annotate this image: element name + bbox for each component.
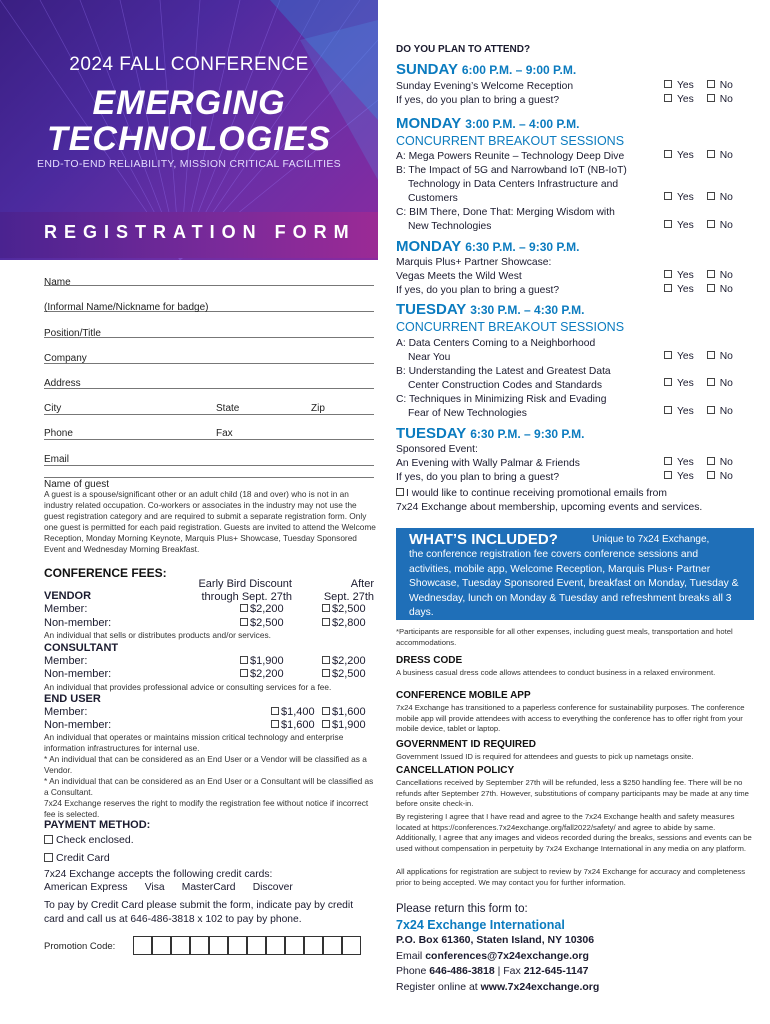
checkbox-icon[interactable] — [664, 150, 672, 158]
end-user-note-3: * An individual that can be considered as an End User or a Consultant will be classified as a Consultant. — [44, 776, 374, 797]
return-website[interactable]: www.7x24exchange.org — [480, 980, 600, 993]
end-user-nonmember-after[interactable] — [322, 719, 366, 731]
card-list — [44, 882, 293, 893]
return-fax: 212-645-1147 — [523, 965, 589, 977]
dress-code-text: A business casual dress code allows attendees to conduct business in a relaxed environment. — [396, 668, 716, 677]
end-user-note-2: * An individual that can be considered as an End User or a Vendor will be classified as a Vendor. — [44, 754, 367, 775]
checkbox-icon[interactable] — [664, 192, 672, 200]
phone-label: Phone — [44, 428, 73, 439]
consultant-member-label: Member: — [44, 655, 88, 667]
return-address: P.O. Box 61360, Staten Island, NY 10306 — [396, 934, 595, 946]
checkbox-icon[interactable] — [707, 457, 715, 465]
checkbox-icon[interactable] — [707, 94, 715, 102]
yes-label: Yes — [677, 192, 694, 203]
monday-breakout-heading: CONCURRENT BREAKOUT SESSIONS — [396, 134, 625, 148]
checkbox-icon[interactable] — [707, 406, 715, 414]
tuesday-evening-heading — [396, 425, 585, 442]
promo-emails-line2: 7x24 Exchange about membership, upcoming events and services. — [396, 502, 703, 513]
session-b-line2: Center Construction Codes and Standards — [408, 380, 603, 391]
consultant-note: An individual that provides professional advice or consulting services for a fee. — [44, 682, 332, 692]
name-field[interactable] — [44, 272, 374, 286]
tuesday-c-yn[interactable] — [664, 406, 743, 417]
day-label: MONDAY — [396, 115, 462, 132]
company-field[interactable] — [44, 350, 374, 364]
day-label: TUESDAY — [396, 301, 467, 318]
guest-field[interactable] — [44, 464, 374, 478]
no-label: No — [719, 406, 733, 417]
yes-label: Yes — [677, 94, 694, 105]
consultant-nonmember-after[interactable] — [322, 668, 366, 680]
accepted-cards-text: 7x24 Exchange accepts the following credit cards: — [44, 869, 273, 880]
no-label: No — [719, 150, 733, 161]
title-line-2: TECHNOLOGIES — [46, 120, 332, 158]
gov-id-heading: GOVERNMENT ID REQUIRED — [396, 739, 537, 750]
yes-label: Yes — [677, 406, 694, 417]
price: $2,200 — [250, 668, 284, 680]
promo-emails-option[interactable] — [396, 487, 702, 515]
no-label: No — [719, 80, 733, 91]
credit-card-option[interactable] — [44, 852, 110, 864]
price: $1,900 — [250, 655, 284, 667]
informal-name-label: (Informal Name/Nickname for badge) — [44, 302, 209, 313]
consultant-member-early[interactable] — [240, 655, 284, 667]
registration-heading: REGISTRATION FORM — [44, 222, 356, 242]
price: $2,500 — [332, 603, 366, 615]
promo-emails-line1: I would like to continue receiving promotional emails from — [406, 488, 667, 499]
end-user-nonmember-label: Non-member: — [44, 719, 112, 731]
yes-label: Yes — [677, 351, 694, 362]
sunday-heading — [396, 61, 576, 78]
checkbox-icon[interactable] — [664, 406, 672, 414]
return-address-block — [396, 902, 766, 995]
credit-card-label: Credit Card — [56, 852, 110, 864]
session-b-line3: Customers — [408, 193, 458, 204]
online-label: Register online at — [396, 980, 478, 993]
cancellation-text: Cancellations received by September 27th will be refunded, less a $250 handling fee. There will be no refunds after September 27th. However, substitutions of company participants may be made at any time before onsite check-in. — [396, 778, 749, 808]
promo-digit-box[interactable] — [342, 936, 361, 955]
item-line1: Sponsored Event: — [396, 444, 478, 455]
day-label: SUNDAY — [396, 61, 458, 78]
checkbox-icon[interactable] — [664, 220, 672, 228]
checkbox-icon[interactable] — [322, 720, 330, 728]
address-field[interactable] — [44, 375, 374, 389]
end-user-note-4: 7x24 Exchange reserves the right to modify the registration fee without notice if incorrect fee is selected. — [44, 798, 369, 819]
vendor-note: An individual that sells or distributes products and/or services. — [44, 630, 271, 640]
time-label: 6:30 P.M. – 9:30 P.M. — [465, 240, 580, 254]
session-c-line1: C: Techniques in Minimizing Risk and Evading — [396, 394, 607, 405]
check-label: Check enclosed. — [56, 834, 134, 846]
guest-label: Name of guest — [44, 479, 110, 490]
card-discover: Discover — [252, 882, 293, 893]
card-visa: Visa — [144, 882, 165, 893]
checkbox-icon[interactable] — [707, 150, 715, 158]
no-label: No — [719, 471, 733, 482]
session-b-line1: B: The Impact of 5G and Narrowband IoT (NB-IoT) — [396, 165, 627, 176]
promo-label: Promotion Code: — [44, 941, 116, 952]
promo-digit-box[interactable] — [171, 936, 190, 955]
yes-label: Yes — [677, 150, 694, 161]
no-label: No — [719, 284, 733, 295]
monday-evening-guest-yn[interactable] — [664, 284, 743, 295]
checkbox-icon[interactable] — [240, 604, 248, 612]
promo-digit-box[interactable] — [133, 936, 152, 955]
consultant-label: CONSULTANT — [44, 642, 119, 654]
monday-evening-yn[interactable] — [664, 270, 743, 281]
gov-id-text: Government Issued ID is required for attendees and guests to pick up nametags onsite. — [396, 752, 694, 761]
card-mastercard: MasterCard — [181, 882, 236, 893]
checkbox-icon[interactable] — [322, 669, 330, 677]
consultant-nonmember-label: Non-member: — [44, 668, 112, 680]
phone-fax-field[interactable] — [44, 426, 374, 440]
end-user-member-early[interactable] — [271, 706, 315, 718]
checkbox-icon[interactable] — [240, 656, 248, 664]
yes-label: Yes — [677, 378, 694, 389]
agreement-text: By registering I agree that I have read and agree to the 7x24 Exchange health and safety measures located at https://conferences.7x24exchange.org/fall2022/safety/ and agree to abide by same. Additionally, I agree that any images and videos recorded during the breaks, sessions and events can be used without compensation in perpetuity by 7x24 Exchange International in any media on any platform. — [396, 812, 752, 853]
checkbox-icon[interactable] — [44, 835, 53, 844]
session-b-line1: B: Understanding the Latest and Greatest Data — [396, 366, 611, 377]
time-label: 3:30 P.M. – 4:30 P.M. — [470, 303, 585, 317]
checkbox-icon[interactable] — [664, 457, 672, 465]
whats-included-box — [396, 528, 754, 620]
mobile-app-heading: CONFERENCE MOBILE APP — [396, 690, 531, 701]
city-label: City — [44, 403, 62, 414]
time-label: 6:30 P.M. – 9:30 P.M. — [470, 427, 585, 441]
promo-digit-box[interactable] — [247, 936, 266, 955]
price: $2,500 — [332, 668, 366, 680]
end-user-member-label: Member: — [44, 706, 88, 718]
monday-afternoon-heading — [396, 115, 580, 132]
monday-a-yn[interactable] — [664, 150, 743, 161]
checkbox-icon[interactable] — [707, 351, 715, 359]
promo-digit-box[interactable] — [152, 936, 171, 955]
promo-digit-box[interactable] — [228, 936, 247, 955]
conference-banner — [0, 0, 378, 260]
promo-digit-box[interactable] — [190, 936, 209, 955]
yes-label: Yes — [677, 284, 694, 295]
consultant-member-after[interactable] — [322, 655, 366, 667]
checkbox-icon[interactable] — [707, 80, 715, 88]
checkbox-icon[interactable] — [707, 378, 715, 386]
promo-digit-box[interactable] — [285, 936, 304, 955]
checkbox-icon[interactable] — [322, 604, 330, 612]
title-line-1: EMERGING — [92, 84, 286, 122]
email-label: Email — [396, 949, 423, 962]
check-option[interactable] — [44, 834, 134, 846]
banner-subtitle: END-TO-END RELIABILITY, MISSION CRITICAL FACILITIES — [37, 158, 341, 170]
applications-text: All applications for registration are subject to review by 7x24 Exchange for accuracy and completeness prior to being accepted. We may contact you for further information. — [396, 867, 746, 887]
monday-session-b — [396, 164, 627, 206]
tuesday-evening-yn[interactable] — [664, 457, 743, 468]
included-heading: WHAT’S INCLUDED? — [409, 531, 558, 548]
checkbox-icon[interactable] — [664, 471, 672, 479]
checkbox-icon[interactable] — [240, 669, 248, 677]
included-subheading: Unique to 7x24 Exchange, — [592, 534, 710, 545]
phone-label: Phone — [396, 965, 427, 977]
session-a-line2: Near You — [408, 352, 451, 363]
checkbox-icon[interactable] — [707, 192, 715, 200]
session-c-line2: Fear of New Technologies — [408, 408, 527, 419]
checkbox-icon[interactable] — [44, 853, 53, 862]
tuesday-afternoon-heading — [396, 301, 585, 318]
no-label: No — [719, 351, 733, 362]
return-lead: Please return this form to: — [396, 903, 528, 915]
checkbox-icon[interactable] — [240, 618, 248, 626]
session-c-line1: C: BIM There, Done That: Merging Wisdom with — [396, 207, 615, 218]
vendor-label: VENDOR — [44, 590, 92, 602]
monday-session-a: A: Mega Powers Reunite – Technology Deep Dive — [396, 151, 625, 162]
early-bird-header — [190, 578, 292, 604]
yes-label: Yes — [677, 220, 694, 231]
day-label: MONDAY — [396, 238, 462, 255]
checkbox-icon[interactable] — [707, 270, 715, 278]
monday-b-yn[interactable] — [664, 192, 743, 203]
sunday-item: Sunday Evening’s Welcome Reception — [396, 81, 574, 92]
day-label: TUESDAY — [396, 425, 467, 442]
participants-note: *Participants are responsible for all other expenses, including guest meals, transportation and hotel accommodations. — [396, 627, 733, 647]
session-b-line2: Technology in Data Centers Infrastructure and — [408, 179, 619, 190]
included-body: the conference registration fee covers conference sessions and activities, mobile app, Welcome Reception, Marquis Plus+ Partner Showcase, Tuesday Sponsored Event, breakfast on Monday, Tuesday & Wednesday, lunch on Monday & Tuesday and refreshment breaks all 3 days. — [409, 549, 739, 618]
consultant-nonmember-early[interactable] — [240, 668, 284, 680]
checkbox-icon[interactable] — [707, 220, 715, 228]
email-label: Email — [44, 454, 70, 465]
monday-evening-heading — [396, 238, 580, 255]
state-label: State — [216, 403, 240, 414]
price: $2,200 — [332, 655, 366, 667]
position-label: Position/Title — [44, 328, 101, 339]
no-label: No — [719, 220, 733, 231]
tuesday-b-yn[interactable] — [664, 378, 743, 389]
guest-question: If yes, do you plan to bring a guest? — [396, 472, 560, 483]
yes-label: Yes — [677, 80, 694, 91]
checkbox-icon[interactable] — [664, 351, 672, 359]
promo-digit-box[interactable] — [323, 936, 342, 955]
tuesday-evening-item — [396, 443, 580, 485]
tuesday-breakout-heading: CONCURRENT BREAKOUT SESSIONS — [396, 320, 625, 334]
price: $1,600 — [332, 706, 366, 718]
time-label: 3:00 P.M. – 4:00 P.M. — [465, 117, 580, 131]
monday-session-c — [396, 206, 615, 234]
early-bird-header-line1: Early Bird Discount — [198, 578, 292, 590]
end-user-notes — [44, 732, 379, 820]
return-email[interactable]: conferences@7x24exchange.org — [425, 949, 589, 962]
checkbox-icon[interactable] — [664, 284, 672, 292]
sunday-guest-yn[interactable] — [664, 94, 743, 105]
sunday-yn[interactable] — [664, 80, 743, 91]
payment-heading: PAYMENT METHOD: — [44, 819, 151, 831]
end-user-nonmember-early[interactable] — [271, 719, 315, 731]
checkbox-icon[interactable] — [664, 378, 672, 386]
vendor-member-early[interactable] — [240, 603, 284, 615]
tuesday-session-c — [396, 393, 606, 421]
no-label: No — [719, 192, 733, 203]
end-user-member-after[interactable] — [322, 706, 366, 718]
end-user-note-1: An individual that operates or maintains mission critical technology and enterprise information infrastructures for internal use. — [44, 732, 344, 753]
conference-name: 2024 FALL CONFERENCE — [69, 54, 309, 75]
card-amex: American Express — [44, 882, 128, 893]
no-label: No — [719, 270, 733, 281]
item-line2: An Evening with Wally Palmar & Friends — [396, 458, 580, 469]
checkbox-icon[interactable] — [322, 656, 330, 664]
session-c-line2: New Technologies — [408, 221, 492, 232]
fax-label: | Fax — [497, 965, 521, 977]
item-line2: Vegas Meets the Wild West — [396, 271, 522, 282]
price: $2,500 — [250, 617, 284, 629]
tuesday-session-a — [396, 337, 595, 365]
price: $2,800 — [332, 617, 366, 629]
yes-label: Yes — [677, 457, 694, 468]
yes-label: Yes — [677, 471, 694, 482]
checkbox-icon[interactable] — [271, 707, 279, 715]
price: $1,900 — [332, 719, 366, 731]
checkbox-icon[interactable] — [396, 488, 404, 496]
return-phone: 646-486-3818 — [429, 965, 495, 977]
pay-instructions: To pay by Credit Card please submit the form, indicate pay by credit card and call us at 646-486-3818 x 102 to pay by phone. — [44, 900, 354, 925]
fax-label: Fax — [216, 428, 233, 439]
return-org: 7x24 Exchange International — [396, 917, 565, 932]
tuesday-a-yn[interactable] — [664, 351, 743, 362]
company-label: Company — [44, 353, 87, 364]
no-label: No — [719, 378, 733, 389]
promo-digit-box[interactable] — [304, 936, 323, 955]
vendor-nonmember-early[interactable] — [240, 617, 284, 629]
zip-label: Zip — [311, 403, 325, 414]
no-label: No — [719, 94, 733, 105]
after-header-line2: Sept. 27th — [323, 591, 374, 603]
checkbox-icon[interactable] — [322, 707, 330, 715]
tuesday-session-b — [396, 365, 611, 393]
fees-heading: CONFERENCE FEES: — [44, 566, 167, 580]
registration-band — [0, 212, 378, 258]
time-label: 6:00 P.M. – 9:00 P.M. — [461, 63, 577, 77]
early-bird-header-line2: through Sept. 27th — [201, 591, 292, 603]
promo-digit-box[interactable] — [266, 936, 285, 955]
monday-c-yn[interactable] — [664, 220, 743, 231]
session-a-line1: A: Data Centers Coming to a Neighborhood — [396, 338, 596, 349]
after-header-line1: After — [350, 578, 374, 590]
tuesday-evening-guest-yn[interactable] — [664, 471, 743, 482]
item-line1: Marquis Plus+ Partner Showcase: — [396, 257, 552, 268]
monday-evening-item — [396, 256, 559, 298]
checkbox-icon[interactable] — [322, 618, 330, 626]
price: $1,600 — [281, 719, 315, 731]
checkbox-icon[interactable] — [664, 80, 672, 88]
checkbox-icon[interactable] — [664, 94, 672, 102]
no-label: No — [719, 457, 733, 468]
vendor-nonmember-after[interactable] — [322, 617, 366, 629]
yes-label: Yes — [677, 270, 694, 281]
promo-digit-box[interactable] — [209, 936, 228, 955]
checkbox-icon[interactable] — [271, 720, 279, 728]
dress-code-heading: DRESS CODE — [396, 655, 463, 666]
mobile-app-text: 7x24 Exchange has transitioned to a paperless conference for sustainability purposes. The conference mobile app will provide attendees with access to everything the conference has to offer right from your mobile device, tablet or laptop. — [396, 703, 745, 733]
after-header — [306, 578, 374, 604]
checkbox-icon[interactable] — [707, 471, 715, 479]
vendor-member-label: Member: — [44, 603, 88, 615]
cancellation-heading: CANCELLATION POLICY — [396, 765, 515, 776]
sunday-guest: If yes, do you plan to bring a guest? — [396, 95, 560, 106]
price: $2,200 — [250, 603, 284, 615]
checkbox-icon[interactable] — [707, 284, 715, 292]
price: $1,400 — [281, 706, 315, 718]
guest-question: If yes, do you plan to bring a guest? — [396, 285, 560, 296]
vendor-nonmember-label: Non-member: — [44, 617, 112, 629]
vendor-member-after[interactable] — [322, 603, 366, 615]
address-label: Address — [44, 378, 81, 389]
checkbox-icon[interactable] — [664, 270, 672, 278]
end-user-label: END USER — [44, 693, 101, 705]
attend-question: DO YOU PLAN TO ATTEND? — [396, 44, 531, 55]
guest-note: A guest is a spouse/significant other or an adult child (18 and over) who is not in an industry related occupation. Co-workers or associates in the industry may not use the guest registration category and are required to submit a separate registration form. Only one guest is permitted for each paid registration. Guests are invited to attend the Welcome Reception, Monday Morning Keynote, Marquis Plus+ Showcase, Tuesday Sponsored Event and Wednesday Morning Breakfast. — [44, 489, 376, 554]
name-label: Name — [44, 277, 71, 288]
